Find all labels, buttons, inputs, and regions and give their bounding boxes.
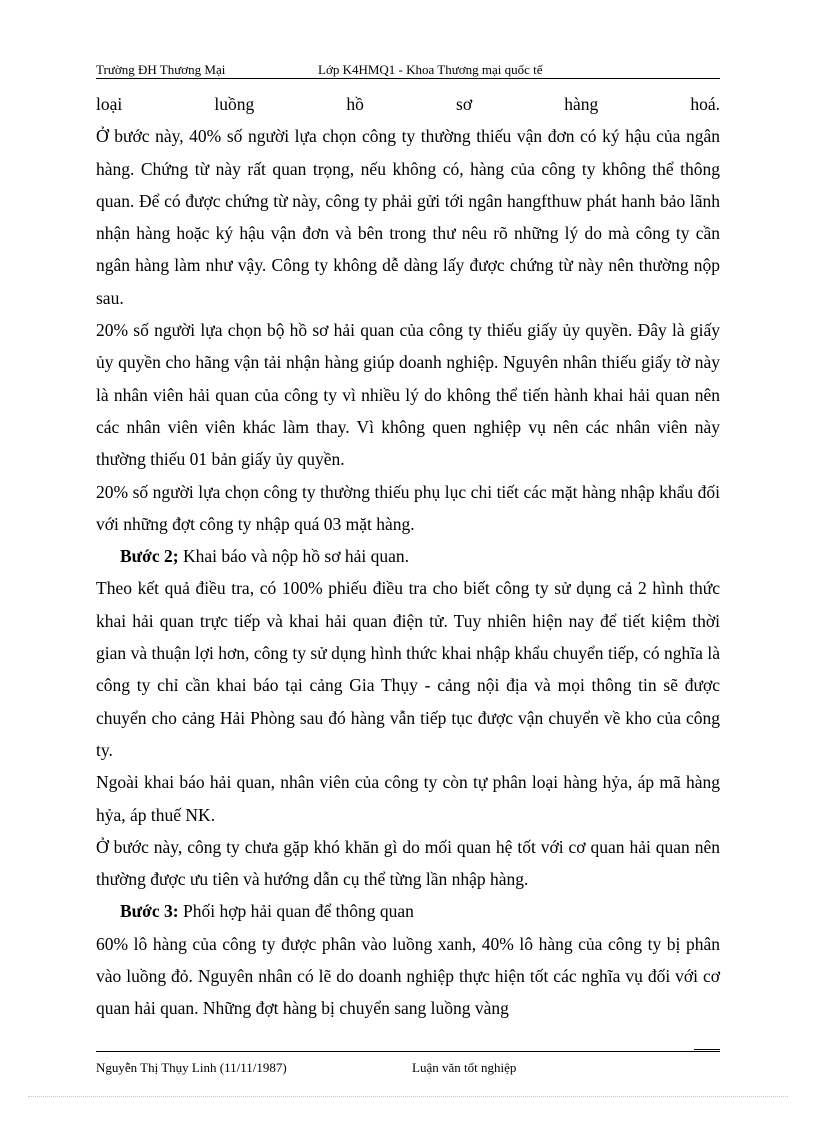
document-body	[96, 88, 720, 1025]
step-heading: Bước 3: Phối hợp hải quan để thông quan	[120, 901, 414, 922]
paragraph: Ở bước này, 40% số người lựa chọn công ty thường thiếu vận đơn có ký hậu của ngân hàng. Chứng từ này rất quan trọng, nếu không có, hàng của công ty không thể thông quan. Để có được chứng từ này, công ty phải gửi tới ngân hangfthuw phát hanh bảo lãnh nhận hàng hoặc ký hậu vận đơn và bên trong thư nêu rõ những lý do mà công ty cần ngân hàng làm như vậy. Công ty không dễ dàng lấy được chứng từ này nên thường nộp sau.	[96, 126, 720, 308]
footer-rule	[96, 1051, 720, 1052]
header-school: Trường ĐH Thương Mại	[96, 62, 226, 77]
footer-title: Luận văn tốt nghiệp	[412, 1060, 517, 1075]
header-class: Lớp K4HMQ1 - Khoa Thương mại quốc tế	[318, 62, 543, 77]
paragraph: Ngoài khai báo hải quan, nhân viên của công ty còn tự phân loại hàng hỷa, áp mã hàng hỷa, áp thuế NK.	[96, 772, 720, 825]
paragraph: 60% lô hàng của công ty được phân vào luồng xanh, 40% lô hàng của công ty bị phân vào luồng đỏ. Nguyên nhân có lẽ do doanh nghiệp thực hiện tốt các nghĩa vụ đối với cơ quan hải quan. Những đợt hàng bị chuyển sang luồng vàng	[96, 933, 720, 1019]
page-header	[96, 62, 720, 79]
paragraph: Ở bước này, công ty chưa gặp khó khăn gì do mối quan hệ tốt với cơ quan hải quan nên thường được ưu tiên và hướng dẫn cụ thể từng lần nhập hàng.	[96, 836, 720, 890]
page-edge-dotted-line	[28, 1096, 788, 1097]
step-heading: Bước 2; Khai báo và nộp hồ sơ hải quan.	[120, 546, 409, 567]
paragraph: loại luồng hồ sơ hàng hoá.	[96, 94, 720, 114]
paragraph: Theo kết quả điều tra, có 100% phiếu điều tra cho biết công ty sử dụng cả 2 hình thức khai hải quan trực tiếp và khai hải quan điện tử. Tuy nhiên hiện nay để tiết kiệm thời gian và thuận lợi hơn, công ty sử dụng hình thức khai nhập khẩu chuyển tiếp, có nghĩa là công ty chỉ cần khai báo tại cảng Gia Thụy - cảng nội địa và mọi thông tin sẽ được chuyển cho cảng Hải Phòng sau đó hàng vẫn tiếp tục được vận chuyển về kho của công ty.	[96, 578, 720, 760]
paragraph: 20% số người lựa chọn bộ hồ sơ hải quan của công ty thiếu giấy ủy quyền. Đây là giấy ủy quyền cho hãng vận tải nhận hàng giúp doanh nghiệp. Nguyên nhân thiếu giấy tờ này là nhân viên hải quan của công ty vì nhiều lý do không thể tiến hành khai hải quan nên các nhân viên viên khác làm thay. Vì không quen nghiệp vụ nên các nhân viên này thường thiếu 01 bản giấy ủy quyền.	[96, 320, 720, 470]
footer-rule-short	[694, 1049, 720, 1050]
footer-author: Nguyễn Thị Thụy Linh (11/11/1987)	[96, 1060, 287, 1075]
paragraph: 20% số người lựa chọn công ty thường thiếu phụ lục chi tiết các mặt hàng nhập khẩu đối với những đợt công ty nhập quá 03 mặt hàng.	[96, 481, 720, 534]
